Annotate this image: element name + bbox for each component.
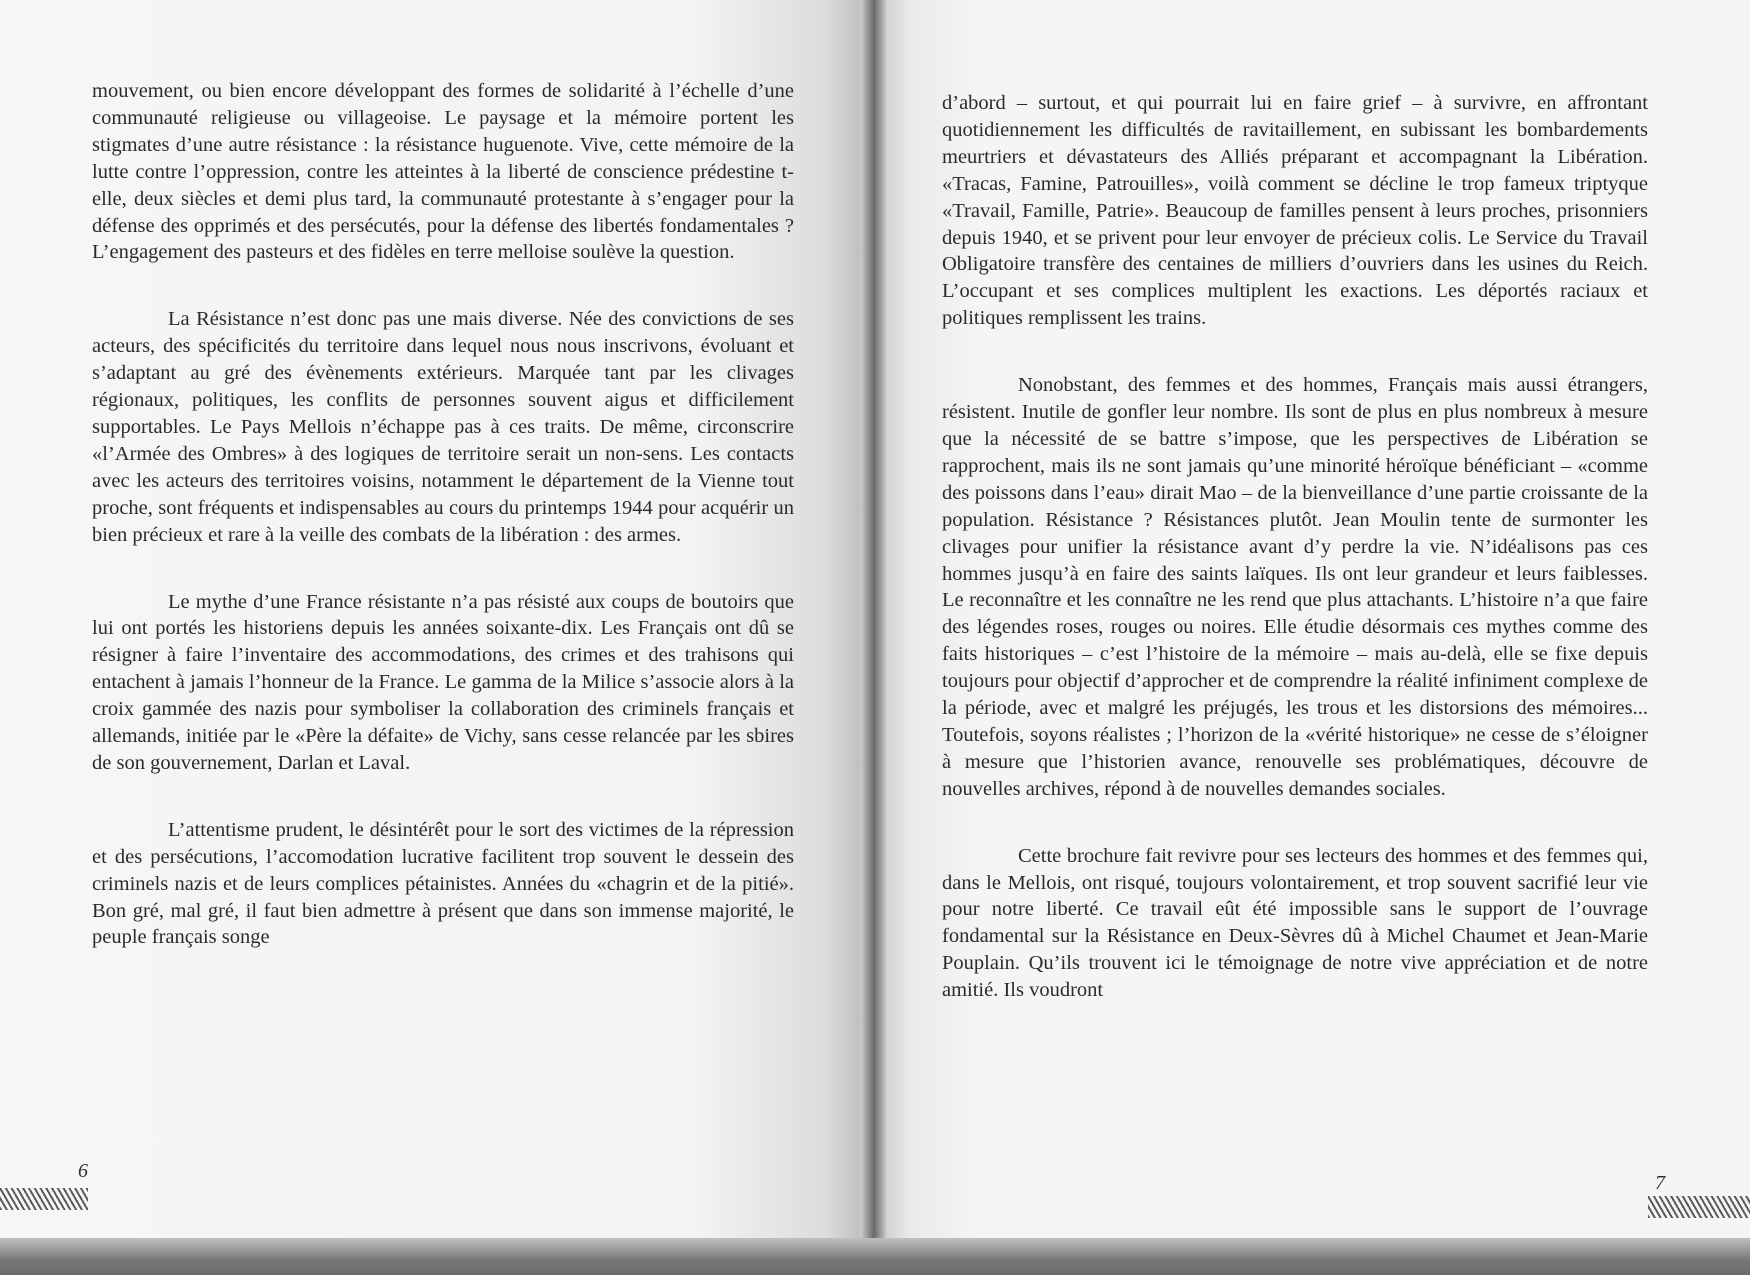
left-hatch-decoration [0, 1188, 88, 1210]
book-gutter [860, 0, 886, 1245]
left-page-text [92, 78, 794, 951]
left-page-number: 6 [78, 1160, 88, 1182]
right-hatch-decoration [1648, 1196, 1750, 1218]
right-paragraph-2: Nonobstant, des femmes et des hommes, Français mais aussi étrangers, résistent. Inutile de gonfler leur nombre. Ils sont de plus en plus nombreux à mesure que la nécessité de se battre s’impose, que les perspectives de Libération se rapprochent, mais ils ne sont jamais qu’une minorité héroïque bénéficiant – «comme des poissons dans l’eau» dirait Mao – de la bienveillance d’une partie croissante de la population. Résistance ? Résistances plutôt. Jean Moulin tente de surmonter les clivages pour unifier la résistance avant d’y perdre la vie. N’idéalisons pas ces hommes jusqu’à en faire des saints laïques. Ils ont leur grandeur et leurs faiblesses. Le reconnaître et les connaître ne les rend que plus attachants. L’histoire n’a que faire des légendes roses, rouges ou noires. Elle étudie désormais ces mythes comme des faits historiques – c’est l’histoire de la mémoire – mais au-delà, elle se fixe depuis toujours pour objectif d’approcher et de comprendre la réalité infiniment complexe de la période, avec et malgré les préjugés, les trous et les distorsions des mémoires... Toutefois, soyons réalistes ; l’horizon de la «vérité historique» ne cesse de s’éloigner à mesure que l’historien avance, renouvelle ses problématiques, découvre de nouvelles archives, répond à de nouvelles demandes sociales. [942, 374, 1648, 800]
left-paragraph-3: Le mythe d’une France résistante n’a pas résisté aux coups de boutoirs que lui ont portés les historiens depuis les années soixante-dix. Les Français ont dû se résigner à faire l’inventaire des accommodations, des crimes et des trahisons qui entachent à jamais l’honneur de la France. Le gamma de la Milice s’associe alors à la croix gammée des nazis pour symboliser la collaboration des criminels français et allemands, initiée par le «Père la défaite» de Vichy, sans cesse relancée par les sbires de son gouvernement, Darlan et Laval. [92, 590, 794, 774]
left-paragraph-4: L’attentisme prudent, le désintérêt pour le sort des victimes de la répression et des persécutions, l’accomodation lucrative facilitent trop souvent le dessein des criminels nazis et de leurs complices pétainistes. Années du «chagrin et de la pitié». Bon gré, mal gré, il faut bien admettre à présent que dans son immense majorité, le peuple français songe [92, 818, 794, 949]
left-paragraph-2: La Résistance n’est donc pas une mais diverse. Née des convictions de ses acteurs, des spécificités du territoire dans lequel nous nous inscrivons, évoluant et s’adaptant au gré des évènements extérieurs. Marquée tant par les clivages régionaux, politiques, les conflits de personnes souvent aigus et difficilement supportables. Le Pays Mellois n’échappe pas à ces traits. De même, circonscrire «l’Armée des Ombres» à des logiques de territoire serait un non-sens. Les contacts avec les acteurs des territoires voisins, notamment le département de la Vienne tout proche, sont fréquents et indispensables au cours du printemps 1944 pour acquérir un bien précieux et rare à la veille des combats de la libération : des armes. [92, 308, 794, 546]
right-paragraph-1: d’abord – surtout, et qui pourrait lui en faire grief – à survivre, en affrontant quotidiennement les difficultés de ravitaillement, en subissant les bombardements meurtriers et dévastateurs des Alliés préparant et accompagnant la Libération. «Tracas, Famine, Patrouilles», voilà comment se décline le trop fameux triptyque «Travail, Famille, Patrie». Beaucoup de familles pensent à leurs proches, prisonniers depuis 1940, et se privent pour leur envoyer de précieux colis. Le Service du Travail Obligatoire transfère des centaines de milliers d’ouvriers dans les usines du Reich. L’occupant et ses complices multiplent les exactions. Les déportés raciaux et politiques remplissent les trains. [942, 92, 1648, 330]
scanner-bottom-edge [0, 1238, 1750, 1275]
right-page-number: 7 [1655, 1172, 1665, 1194]
right-page-text [942, 90, 1648, 1004]
left-paragraph-1: mouvement, ou bien encore développant des formes de solidarité à l’échelle d’une communauté religieuse ou villageoise. Le paysage et la mémoire portent les stigmates d’une autre résistance : la résistance huguenote. Vive, cette mémoire de la lutte contre l’oppression, contre les atteintes à la liberté de conscience prédestine t-elle, deux siècles et demi plus tard, la communauté protestante à s’engager pour la défense des opprimés et des persécutés, pour la défense des libertés fondamentales ? L’engagement des pasteurs et des fidèles en terre melloise soulève la question. [92, 80, 794, 264]
right-paragraph-3: Cette brochure fait revivre pour ses lecteurs des hommes et des femmes qui, dans le Mellois, ont risqué, toujours volontairement, et trop souvent sacrifié leur vie pour notre liberté. Ce travail eût été impossible sans le support de l’ouvrage fondamental sur la Résistance en Deux-Sèvres dû à Michel Chaumet et Jean-Marie Pouplain. Qu’ils trouvent ici le témoignage de notre vive appréciation et de notre amitié. Ils voudront [942, 844, 1648, 1002]
